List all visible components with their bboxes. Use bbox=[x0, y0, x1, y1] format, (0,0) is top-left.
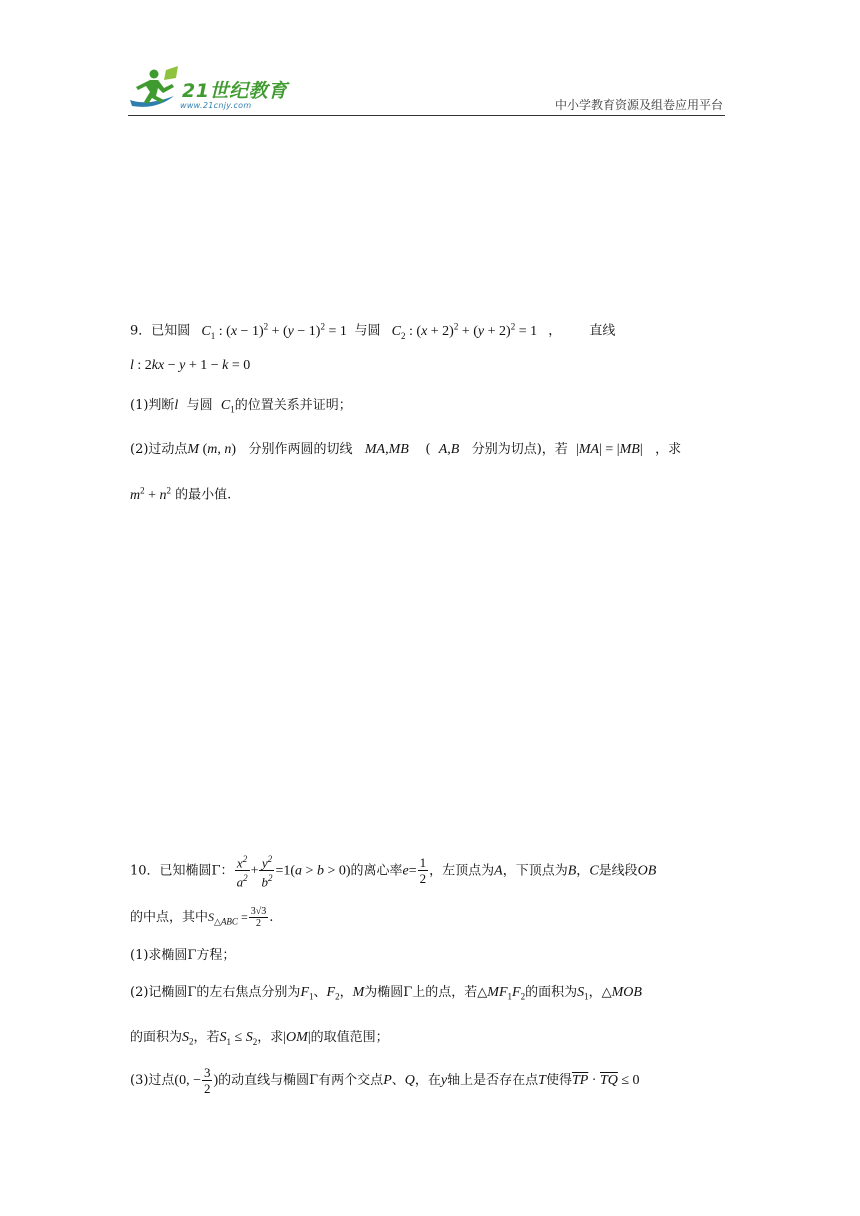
circle-c1-equation: $C_1$ : $(x - 1)^2 + (y - 1)^2 = 1$ bbox=[201, 321, 351, 341]
line-l-equation: l : 2kx − y + 1 − k = 0 bbox=[130, 358, 251, 373]
q9-line-2 bbox=[130, 356, 250, 376]
circle-c2-equation: $C_2$ : $(x + 2)^2 + (y + 2)^2 = 1$ bbox=[391, 321, 545, 341]
q9-line-1: 9．已知圆 $C_1$ : $(x - 1)^2 + (y - 1)^2 = 1$ 与圆 $C_2$ : $(x + 2)^2 + (y + 2)^2 = 1$ ， 直线 bbox=[130, 321, 616, 341]
site-logo bbox=[128, 66, 298, 114]
page-header bbox=[128, 62, 725, 118]
q9-part-1: (1)判断l 与圆 $C_1$的位置关系并证明； bbox=[130, 398, 352, 415]
fraction-one-half: $\frac{1}{2}$ bbox=[419, 855, 427, 887]
logo-url: www.21cnjy.com bbox=[180, 101, 252, 110]
q9-part-2-cont: $m^2 + n^2$ 的最小值. bbox=[130, 485, 232, 503]
q10-part-1: (1)求椭圆Γ方程； bbox=[130, 948, 236, 963]
q10-line-2: 的中点，其中$S_{\triangle ABC}$ = $\frac{3√3}{2}$ . bbox=[130, 906, 274, 929]
q10-part-3: (3)过点(0, − $\frac{3}{2}$ )的动直线与椭圆Γ有两个交点P、Q，在y轴上是否存在点T使得$\overline{TP} \cdot \overline{TQ} \le 0$ bbox=[130, 1065, 640, 1096]
q10-line-1: 10．已知椭圆Γ： $\frac{x^2}{a^2}$ + $\frac{y^2}{b^2}$ =1(a > b > 0)的离心率e= $\frac{1}{2}$ ，左顶点为A，下顶点为B，C是线段OB bbox=[130, 854, 657, 890]
logo-text: 21世纪教育 bbox=[182, 80, 288, 102]
q10-part-2-cont: 的面积为$S_2$，若$S_1 \le S_2$，求|OM|的取值范围； bbox=[130, 1030, 389, 1047]
site-tagline: 中小学教育资源及组卷应用平台 bbox=[554, 98, 723, 112]
fraction-3-over-2: $\frac{3}{2}$ bbox=[203, 1065, 211, 1096]
fraction-x2-a2: $\frac{x^2}{a^2}$ bbox=[236, 854, 248, 890]
fraction-3root3-over-2: $\frac{3√3}{2}$ bbox=[250, 906, 267, 929]
q9-part-2: (2)过动点M (m, n) 分别作两圆的切线 MA,MB ( A,B 分别为切点)，若 |MA| = |MB| ，求 bbox=[130, 442, 682, 457]
runner-logo-icon bbox=[128, 66, 182, 112]
fraction-y2-b2: $\frac{y^2}{b^2}$ bbox=[261, 854, 273, 890]
header-divider bbox=[128, 115, 725, 116]
q10-part-2: (2)记椭圆Γ的左右焦点分别为$F_1$、$F_2$，M为椭圆Γ上的点，若$\triangle MF_1F_2$的面积为$S_1$，△MOB bbox=[130, 985, 642, 1002]
